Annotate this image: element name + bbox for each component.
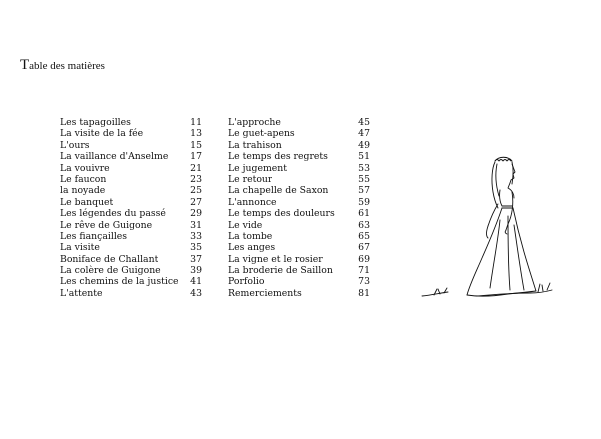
toc-entry-title: Les fiançailles: [60, 230, 128, 242]
toc-entry: [228, 197, 370, 208]
toc-entry-page: 47: [358, 128, 370, 140]
toc-entry: [228, 185, 370, 196]
toc-entry-title: La vigne et le rosier: [228, 253, 323, 265]
toc-entry-title: La chapelle de Saxon: [228, 185, 329, 197]
toc-entry-title: L'attente: [60, 287, 103, 299]
toc-entry-title: La broderie de Saillon: [228, 265, 333, 277]
toc-entry: [60, 163, 202, 174]
toc-entry-title: Le temps des regrets: [228, 151, 328, 163]
toc-entry-page: 27: [190, 196, 202, 208]
toc-entry: [60, 208, 202, 219]
toc-entry: [60, 174, 202, 185]
toc-entry: [228, 140, 370, 151]
toc-entry-page: 67: [358, 242, 370, 254]
toc-entry-page: 81: [358, 287, 370, 299]
toc-entry-title: L'approche: [228, 117, 281, 128]
toc-entry-page: 33: [190, 230, 202, 242]
toc-entry: [228, 117, 370, 128]
toc-entry-title: La colère de Guigone: [60, 265, 161, 277]
toc-entry-page: 13: [190, 128, 202, 140]
toc-entry: [228, 163, 370, 174]
toc-entry-title: La visite de la fée: [60, 128, 144, 140]
toc-entry-page: 35: [190, 242, 202, 254]
toc-entry-page: 37: [190, 253, 202, 265]
page-title: [20, 57, 105, 74]
toc-entry-page: 65: [358, 230, 370, 242]
toc-entry-page: 29: [190, 208, 202, 220]
toc-entry-page: 73: [358, 276, 370, 288]
toc-entry: [60, 288, 202, 299]
toc-entry-page: 31: [190, 219, 202, 231]
toc-entry-title: Le faucon: [60, 173, 107, 185]
toc-entry-title: Le jugement: [228, 162, 287, 174]
toc-entry: [228, 174, 370, 185]
toc-entry: [60, 197, 202, 208]
toc-entry: [60, 140, 202, 151]
toc-entry-title: Les anges: [228, 242, 276, 254]
toc-entry-title: Remerciements: [228, 287, 302, 299]
toc-entry-title: Porfolio: [228, 276, 265, 288]
toc-entry: [228, 242, 370, 253]
title-initial: T: [20, 57, 30, 73]
toc-entry: [60, 254, 202, 265]
toc-entry: [60, 151, 202, 162]
toc-entry-page: 51: [358, 151, 370, 163]
title-rest: able des matières: [29, 60, 105, 72]
toc-entry-title: Le vide: [228, 219, 263, 231]
toc-entry: [60, 220, 202, 231]
toc-entry-page: 41: [190, 276, 202, 288]
toc-entry: [228, 128, 370, 139]
toc-entry-page: 11: [190, 117, 202, 128]
toc-entry: [228, 220, 370, 231]
toc-entry-page: 63: [358, 219, 370, 231]
toc-entry-title: Le guet-apens: [228, 128, 295, 140]
woman-in-long-dress-sketch-icon: [420, 150, 560, 305]
toc-entry-title: Le retour: [228, 173, 273, 185]
toc-entry-page: 69: [358, 253, 370, 265]
toc-entry: [60, 117, 202, 128]
toc-entry: [60, 231, 202, 242]
toc-entry-page: 61: [358, 208, 370, 220]
toc-left-column: [60, 117, 202, 299]
toc-entry-page: 17: [190, 151, 202, 163]
toc-entry-page: 53: [358, 162, 370, 174]
toc-entry-title: Le rêve de Guigone: [60, 219, 153, 231]
toc-entry-page: 57: [358, 185, 370, 197]
toc-entry-title: Les chemins de la justice: [60, 276, 179, 288]
toc-entry-title: L'annonce: [228, 196, 277, 208]
toc-entry-page: 49: [358, 139, 370, 151]
toc-entry-page: 43: [190, 287, 202, 299]
toc-entry: [60, 265, 202, 276]
toc-entry-page: 71: [358, 265, 370, 277]
toc-entry: [60, 242, 202, 253]
toc-entry-page: 45: [358, 117, 370, 128]
toc-entry-page: 15: [190, 139, 202, 151]
toc-entry: [228, 208, 370, 219]
toc-entry-title: Les tapagoilles: [60, 117, 131, 128]
toc-entry-title: La vouivre: [60, 162, 110, 174]
toc-entry-title: la noyade: [60, 185, 106, 197]
toc-entry: [60, 128, 202, 139]
toc-entry-page: 55: [358, 173, 370, 185]
toc-entry-page: 25: [190, 185, 202, 197]
toc-entry-title: La visite: [60, 242, 100, 254]
toc-entry: [60, 185, 202, 196]
toc-entry-title: Les légendes du passé: [60, 208, 166, 220]
toc-entry: [228, 254, 370, 265]
toc-entry-page: 23: [190, 173, 202, 185]
toc-entry-title: Le temps des douleurs: [228, 208, 335, 220]
toc-entry-title: Boniface de Challant: [60, 253, 159, 265]
toc-entry-title: La trahison: [228, 139, 282, 151]
toc-entry-title: La tombe: [228, 230, 273, 242]
toc-right-column: [228, 117, 370, 299]
toc-entry: [228, 265, 370, 276]
toc-entry: [228, 231, 370, 242]
toc-entry: [228, 151, 370, 162]
toc-entry-title: Le banquet: [60, 196, 114, 208]
toc-entry: [228, 288, 370, 299]
toc-entry-title: L'ours: [60, 139, 90, 151]
toc-entry-page: 39: [190, 265, 202, 277]
toc-entry-page: 59: [358, 196, 370, 208]
toc-entry-title: La vaillance d'Anselme: [60, 151, 169, 163]
toc-entry-page: 21: [190, 162, 202, 174]
toc-entry: [60, 276, 202, 287]
toc-entry: [228, 276, 370, 287]
